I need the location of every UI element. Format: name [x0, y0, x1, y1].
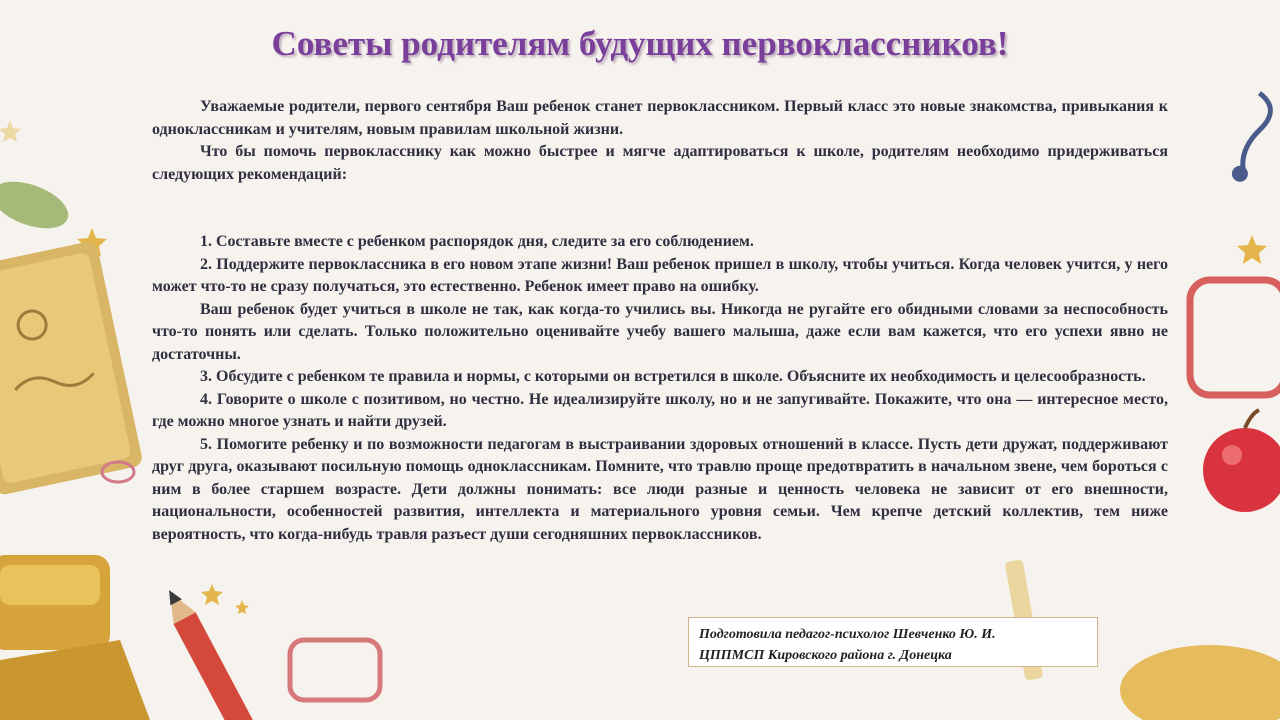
tip-paragraph: Ваш ребенок будет учиться в школе не так, как когда-то учились вы. Никогда не ругайте его обидными словами за неспособность что-то понять или сделать. Только положительно оценивайте учебу вашего малыша, даже если вам кажется, что его успехи явно не достаточны. [152, 300, 1168, 363]
apple-icon [1203, 410, 1280, 512]
leaf-icon [0, 173, 74, 238]
author-box [688, 617, 1098, 667]
tip-paragraph: 2. Поддержите первоклассника в его новом этапе жизни! Ваш ребенок пришел в школу, чтобы учиться. Когда человек учится, у него может что-то не сразу получаться, это естественно. Ребенок имеет право на ошибку. [152, 255, 1168, 295]
notebook-icon [0, 240, 144, 496]
intro-paragraph: Уважаемые родители, первого сентября Ваш ребенок станет первоклассником. Первый класс это новые знакомства, привыкания к одноклассникам и учителям, новым правилам школьной жизни. [152, 98, 1168, 138]
pencil-icon [159, 584, 262, 720]
main-text [152, 96, 1168, 546]
tip-paragraph: 1. Составьте вместе с ребенком распорядок дня, следите за его соблюдением. [200, 233, 754, 250]
star-icon [201, 584, 223, 605]
tip-paragraph: 5. Помогите ребенку и по возможности педагогам в выстраивании здоровых отношений в классе. Пусть дети дружат, поддерживают друг друга, оказывают посильную помощь одноклассникам. Помните, что травлю проще предотвратить в начальном звене, чем бороться с ним в более старшем возрасте. Дети должны понимать: все люди разные и ценность человека не зависит от его внешности, национальности, особенностей развития, интеллекта и материального уровня семьи. Чем крепче детский коллектив, тем ниже вероятность, что когда-нибудь травля разъест души сегодняшних первоклассников. [152, 435, 1168, 543]
glasses-icon [290, 640, 380, 700]
tip-paragraph: 4. Говорите о школе с позитивом, но честно. Не идеализируйте школу, но и не запугивайте. Покажите, что она — интересное место, где можно многое узнать и найти друзей. [152, 390, 1168, 430]
intro-paragraph: Что бы помочь первокласснику как можно быстрее и мягче адаптироваться к школе, родителям необходимо придерживаться следующих рекомендаций: [152, 143, 1168, 183]
tip-paragraph: 3. Обсудите с ребенком те правила и нормы, с которыми он встретился в школе. Объясните их необходимость и целесообразность. [200, 368, 1146, 385]
page-title: Советы родителям будущих первоклассников! [271, 24, 1009, 63]
star-icon [0, 120, 21, 142]
author-organization: ЦППМСП Кировского района г. Донецка [699, 648, 952, 663]
ruler-icon [1120, 645, 1280, 720]
glue-bottle-icon [0, 555, 150, 720]
star-icon [1237, 235, 1267, 264]
star-icon [235, 600, 249, 614]
glasses-icon [1190, 280, 1280, 395]
author-line: Подготовила педагог-психолог Шевченко Ю. И. [699, 627, 996, 642]
music-note-icon [1230, 92, 1274, 185]
